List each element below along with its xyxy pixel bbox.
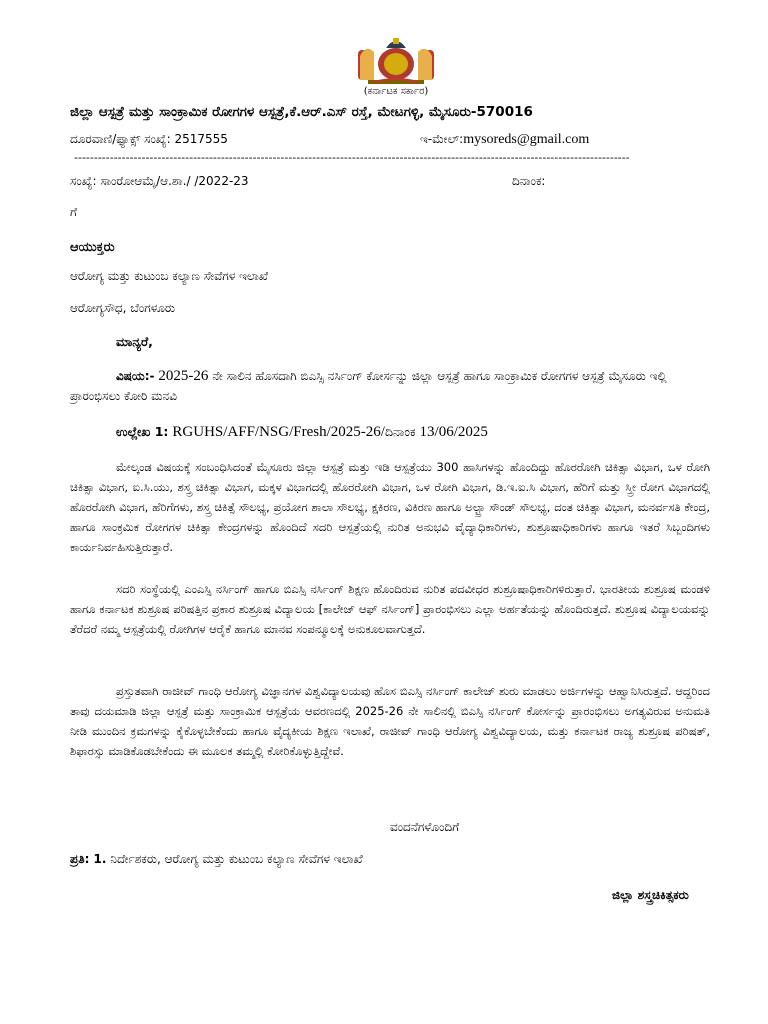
body-paragraph-1: ಮೇಲ್ಕಂಡ ವಿಷಯಕ್ಕೆ ಸಂಬಂಧಿಸಿದಂತೆ ಮೈಸೂರು ಜಿಲ್ಲಾ ಆಸ್ಪತ್ರೆ ಮತ್ತು ಇಡಿ ಆಸ್ಪತ್ರೆಯು 300 ಹಾಸಿಗಳನ್ನು ಹೊಂದಿದ್ದು ಹೊರರೋಗಿ ಚಿಕಿತ್ಸಾ ವಿಭಾಗ, ಒಳ ರೋಗಿ ಚಿಕಿತ್ಸಾ ವಿಭಾಗ, ಐ.ಸಿ.ಯು, ಶಸ್ತ್ರ ಚಿಕಿತ್ಸಾ ವಿಭಾಗ, ಮಕ್ಕಳ ವಿಭಾಗದಲ್ಲಿ ಹೊರರೋಗಿ ವಿಭಾಗ, ಒಳ ರೋಗಿ ವಿಭಾಗ, ಡಿ.ಇ.ಐ.ಸಿ ವಿಭಾಗ, ಹೆರಿಗೆ ಮತ್ತು ಸ್ತ್ರೀ ರೋಗ ವಿಭಾಗದಲ್ಲಿ ಹೊರರೋಗಿ ವಿಭಾಗ, ಹೆರಿಗೆಗಳು, ಶಸ್ತ್ರ ಚಿಕಿತ್ಸೆ ಸೌಲಭ್ಯ, ಪ್ರಯೋಗ ಶಾಲಾ ಸೌಲಭ್ಯ, ಕ್ಷಕಿರಣ, ವಿಕಿರಣ ಹಾಗೂ ಅಲ್ಟ್ರಾ ಸೌಂಡ್ ಸೌಲಭ್ಯ, ದಂತ ಚಿಕಿತ್ಸಾ ವಿಭಾಗ, ಮನರ್ವಸತಿ ಕೇಂದ್ರ, ಹಾಗೂ ಸಾಂಕ್ರಮಿಕ ರೋಗಗಳ ಚಿಕಿತ್ಸಾ ಕೇಂದ್ರಗಳನ್ನು ಹೊಂದಿದೆ ಸದರಿ ಆಸ್ಪತ್ರೆಯಲ್ಲಿ ನುರಿತ ಅನುಭವಿ ವೈದ್ಯಾಧಿಕಾರಿಗಳು, ಶುಶ್ರೂಷಾಧಿಕಾರಿಗಳು ಹಾಗೂ ಇತರೆ ಸಿಬ್ಬಂದಿಗಳು ಕಾರ್ಯನಿರ್ವಹಿಸುತ್ತಿರುತ್ತಾರೆ.: [70, 460, 710, 554]
recipient-department: ಆರೋಗ್ಯ ಮತ್ತು ಕುಟುಂಬ ಕಲ್ಯಾಣ ಸೇವೆಗಳ ಇಲಾಖೆ: [70, 269, 269, 283]
reference-label: ಉಲ್ಲೇಖ 1:: [116, 424, 169, 439]
email-label: ಇ-ಮೇಲ್:: [420, 132, 464, 146]
reference-number: ಸಂಖ್ಯೆ: ಸಾಂರೋಆಮೈ/ಆ.ಶಾ./ /2022-23: [70, 174, 249, 188]
recipient-title: ಆಯುಕ್ತರು: [70, 240, 115, 255]
karnataka-emblem-icon: [356, 36, 436, 86]
reference-date: 13/06/2025: [419, 424, 488, 440]
body-paragraph-2: ಸದರಿ ಸಂಸ್ಥೆಯಲ್ಲಿ ಎಂಎಸ್ಸಿ ನರ್ಸಿಂಗ್ ಹಾಗೂ ಬಿಎಸ್ಸಿ ನರ್ಸಿಂಗ್ ಶಿಕ್ಷಣ ಹೊಂದಿರುವ ನುರಿತ ಪದವೀಧರ ಶುಶ್ರೂಷಾಧಿಕಾರಿಗಳಿರುತ್ತಾರೆ. ಭಾರತೀಯ ಶುಶ್ರೂಷ ಮಂಡಳಿ ಹಾಗೂ ಕರ್ನಾಟಕ ಶುಶ್ರೂಷ ಪರಿಷತ್ತಿನ ಪ್ರಕಾರ ಶುಶ್ರೂಷ ವಿದ್ಯಾಲಯ [ಕಾಲೇಜ್ ಆಫ್ ನರ್ಸಿಂಗ್] ಪ್ರಾರಂಭಿಸಲು ಎಲ್ಲಾ ಅರ್ಹತೆಯನ್ನು ಹೊಂದಿರುತ್ತದೆ. ಶುಶ್ರೂಷ ವಿದ್ಯಾಲಯವನ್ನು ತೆರೆದರೆ ನಮ್ಮ ಆಸ್ಪತ್ರೆಯಲ್ಲಿ ರೋಗಿಗಳ ಆರೈಕೆ ಹಾಗೂ ಮಾನವ ಸಂಪನ್ಮೂಲಕ್ಕೆ ಅನುಕೂಲವಾಗುತ್ತದೆ.: [70, 582, 710, 636]
reference-code: RGUHS/AFF/NSG/Fresh/2025-26/: [172, 424, 385, 440]
signatory: ಜಿಲ್ಲಾ ಶಸ್ತ್ರಚಿಕಿತ್ಸಕರು: [612, 888, 689, 902]
date-label: ದಿನಾಂಕ:: [512, 174, 546, 188]
email-line: [420, 132, 589, 148]
copy-to-line: [70, 852, 363, 867]
phone-number: ದೂರವಾಣಿ/ಫ್ಯಾಕ್ಸ್ ಸಂಖ್ಯೆ: 2517555: [70, 132, 228, 146]
salutation: ಮಾನ್ಯರೆ,: [116, 334, 153, 349]
reference-date-label: ದಿನಾಂಕ: [384, 424, 416, 439]
letterhead-title: ಜಿಲ್ಲಾ ಆಸ್ಪತ್ರೆ ಮತ್ತು ಸಾಂಕ್ರಾಮಿಕ ರೋಗಗಳ ಆಸ್ಪತ್ರೆ,ಕೆ.ಆರ್.ಎಸ್ ರಸ್ತೆ, ಮೇಟಗಳ್ಳಿ, ಮೈಸೂರು-570016: [70, 104, 533, 120]
closing-line: ವಂದನೆಗಳೊಂದಿಗೆ: [390, 820, 460, 834]
subject-text: ನೇ ಸಾಲಿನ ಹೊಸದಾಗಿ ಬಿಎಸ್ಸಿ ನರ್ಸಿಂಗ್ ಕೋರ್ಸನ್ನು ಜಿಲ್ಲಾ ಆಸ್ಪತ್ರೆ ಹಾಗೂ ಸಾಂಕ್ರಾಮಿಕ ರೋಗಗಳ ಆಸ್ಪತ್ರೆ ಮೈಸೂರು ಇಲ್ಲಿ ಪ್ರಾರಂಭಿಸಲು ಕೋರಿ ಮನವಿ: [70, 369, 667, 403]
copy-to-label: ಪ್ರತಿ: 1.: [70, 852, 107, 866]
government-label: (ಕರ್ನಾಟಕ ಸರ್ಕಾರ): [363, 86, 429, 97]
subject-year: 2025-26: [158, 368, 209, 384]
recipient-address: ಆರೋಗ್ಯಸೌಧ, ಬೆಂಗಳೂರು: [70, 301, 176, 315]
divider-line: --------------------------------------------------------------------------------------------------------------------------------------------: [74, 151, 630, 164]
copy-to-text: ನಿರ್ದೇಶಕರು, ಆರೋಗ್ಯ ಮತ್ತು ಕುಟುಂಬ ಕಲ್ಯಾಣ ಸೇವೆಗಳ ಇಲಾಖೆ: [106, 852, 363, 866]
to-label: ಗೆ: [70, 205, 77, 219]
body-paragraph-3: ಪ್ರಸ್ತುತವಾಗಿ ರಾಜೀವ್ ಗಾಂಧಿ ಆರೋಗ್ಯ ವಿಜ್ಞಾನಗಳ ವಿಶ್ವವಿದ್ಯಾಲಯವು ಹೊಸ ಬಿಎಸ್ಸಿ ನರ್ಸಿಂಗ್ ಕಾಲೇಜ್ ಶುರು ಮಾಡಲು ಅರ್ಜಿಗಳನ್ನು ಆಹ್ವಾನಿಸಿರುತ್ತದೆ. ಆದ್ದರಿಂದ ತಾವು ದಯಮಾಡಿ ಜಿಲ್ಲಾ ಆಸ್ಪತ್ರೆ ಮತ್ತು ಸಾಂಕ್ರಾಮಿಕ ಆಸ್ಪತ್ರೆಯ ಆವರಣದಲ್ಲಿ 2025-26 ನೇ ಸಾಲಿನಲ್ಲಿ ಬಿಎಸ್ಸಿ ನರ್ಸಿಂಗ್ ಕೋರ್ಸನ್ನು ಪ್ರಾರಂಭಿಸಲು ಅಗತ್ಯವಿರುವ ಅನುಮತಿ ನೀಡಿ ಮುಂದಿನ ಕ್ರಮಗಳನ್ನು ಕೈಕೊಳ್ಳಬೇಕೆಂದು ಹಾಗೂ ವೈದ್ಯಕೀಯ ಶಿಕ್ಷಣ ಇಲಾಖೆ, ರಾಜೀವ್ ಗಾಂಧಿ ಆರೋಗ್ಯ ವಿಶ್ವವಿದ್ಯಾಲಯ, ಮತ್ತು ಕರ್ನಾಟಕ ರಾಜ್ಯ ಶುಶ್ರೂಷ ಪರಿಷತ್, ಶಿಫಾರಸ್ಸು ಮಾಡಿಕೊಡಬೇಕೆಂದು ಈ ಮೂಲಕ ತಮ್ಮಲ್ಲಿ ಕೋರಿಕೊಳ್ಳುತ್ತಿದ್ದೇವೆ.: [70, 684, 710, 758]
subject-line: [70, 366, 710, 406]
reference-line: [116, 424, 488, 441]
email-address: mysoreds@gmail.com: [463, 132, 590, 147]
subject-label: ವಿಷಯ:-: [116, 369, 155, 383]
